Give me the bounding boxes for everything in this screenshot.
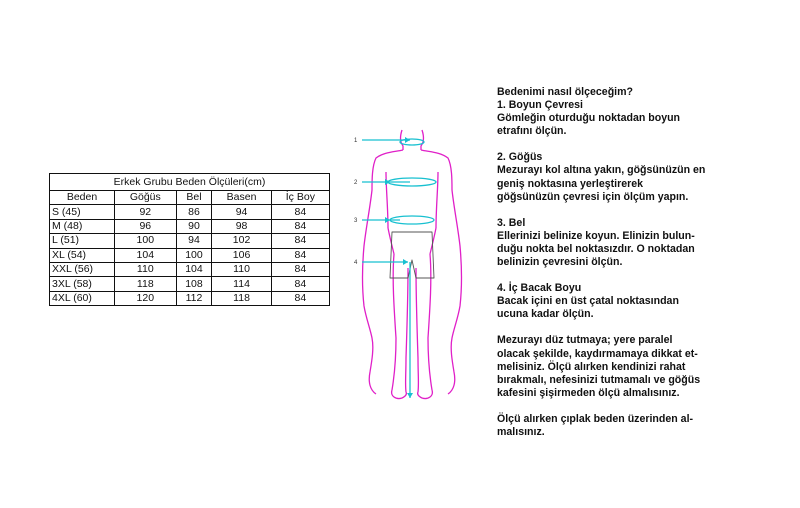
inseam-cell: 84 xyxy=(271,205,329,219)
chest-cell: 104 xyxy=(115,248,177,262)
inseam-cell: 84 xyxy=(271,219,329,233)
marker-3: 3 xyxy=(354,218,358,224)
table-row xyxy=(50,234,330,248)
waist-cell: 90 xyxy=(176,219,212,233)
hip-cell: 94 xyxy=(212,205,271,219)
note-text: malısınız. xyxy=(497,425,545,438)
table-row xyxy=(50,277,330,291)
size-cell: XXL (56) xyxy=(50,262,115,276)
hip-cell: 106 xyxy=(212,248,271,262)
section-neck-text: etrafını ölçün. xyxy=(497,125,567,138)
size-cell: XL (54) xyxy=(50,248,115,262)
column-header: Göğüs xyxy=(115,191,177,205)
chest-cell: 96 xyxy=(115,219,177,233)
body-outline xyxy=(363,130,462,399)
marker-labels xyxy=(354,138,358,266)
inseam-cell: 84 xyxy=(271,277,329,291)
chest-cell: 110 xyxy=(115,262,177,276)
size-cell: L (51) xyxy=(50,234,115,248)
arrow-heads xyxy=(385,137,413,398)
section-waist-text: Ellerinizi belinize koyun. Elinizin bulun- xyxy=(497,229,695,242)
measurement-guide xyxy=(497,86,777,439)
column-header: Basen xyxy=(212,191,271,205)
table-header-row xyxy=(50,191,330,205)
section-chest-text: göğsünüzün çevresi için ölçüm yapın. xyxy=(497,190,689,203)
section-chest-text: Mezurayı kol altına yakın, göğsünüzün en xyxy=(497,164,706,177)
waist-cell: 94 xyxy=(176,234,212,248)
inseam-cell: 84 xyxy=(271,291,329,305)
chest-cell: 118 xyxy=(115,277,177,291)
section-neck-text: Gömleğin oturduğu noktadan boyun xyxy=(497,112,681,125)
table-row xyxy=(50,219,330,233)
table-caption: Erkek Grubu Beden Ölçüleri(cm) xyxy=(50,174,330,191)
hip-cell: 114 xyxy=(212,277,271,291)
section-waist-text: belinizin çevresini ölçün. xyxy=(497,256,623,269)
table-row xyxy=(50,262,330,276)
column-header: Beden xyxy=(50,191,115,205)
size-cell: 4XL (60) xyxy=(50,291,115,305)
waist-cell: 108 xyxy=(176,277,212,291)
size-chart-table xyxy=(49,173,330,306)
measurement-lines xyxy=(362,139,436,398)
note-text: Ölçü alırken çıplak beden üzerinden al- xyxy=(497,412,694,425)
inseam-cell: 84 xyxy=(271,234,329,248)
waist-cell: 100 xyxy=(176,248,212,262)
waist-cell: 112 xyxy=(176,291,212,305)
size-cell: M (48) xyxy=(50,219,115,233)
section-neck-title: 1. Boyun Çevresi xyxy=(497,99,583,112)
marker-1: 1 xyxy=(354,138,358,144)
hip-cell: 118 xyxy=(212,291,271,305)
inseam-cell: 84 xyxy=(271,262,329,276)
section-chest-title: 2. Göğüs xyxy=(497,151,543,164)
hip-cell: 98 xyxy=(212,219,271,233)
table-row xyxy=(50,205,330,219)
body-measurement-figure xyxy=(350,128,470,408)
chest-cell: 100 xyxy=(115,234,177,248)
hip-cell: 102 xyxy=(212,234,271,248)
marker-2: 2 xyxy=(354,180,358,186)
table-row xyxy=(50,248,330,262)
section-inseam-title: 4. İç Bacak Boyu xyxy=(497,282,582,295)
note-text: kafesini şişirmeden ölçü almalısınız. xyxy=(497,386,680,399)
chest-cell: 92 xyxy=(115,205,177,219)
section-inseam-text: ucuna kadar ölçün. xyxy=(497,308,594,321)
marker-4: 4 xyxy=(354,260,358,266)
note-text: Mezurayı düz tutmaya; yere paralel xyxy=(497,334,673,347)
section-waist-text: duğu nokta bel noktasızdır. O noktadan xyxy=(497,242,695,255)
size-cell: S (45) xyxy=(50,205,115,219)
note-text: olacak şekilde, kaydırmamaya dikkat et- xyxy=(497,347,698,360)
section-chest-text: geniş noktasına yerleştirerek xyxy=(497,177,644,190)
note-text: melisiniz. Ölçü alırken kendinizi rahat xyxy=(497,360,686,373)
waist-cell: 104 xyxy=(176,262,212,276)
size-cell: 3XL (58) xyxy=(50,277,115,291)
note-text: bırakmalı, nefesinizi tutmamalı ve göğüs xyxy=(497,373,701,386)
hip-cell: 110 xyxy=(212,262,271,276)
column-header: İç Boy xyxy=(271,191,329,205)
waist-cell: 86 xyxy=(176,205,212,219)
chest-cell: 120 xyxy=(115,291,177,305)
guide-title: Bedenimi nasıl ölçeceğim? xyxy=(497,86,633,98)
section-inseam-text: Bacak içini en üst çatal noktasından xyxy=(497,295,679,308)
table-row xyxy=(50,291,330,305)
inseam-cell: 84 xyxy=(271,248,329,262)
section-waist-title: 3. Bel xyxy=(497,216,526,229)
column-header: Bel xyxy=(176,191,212,205)
